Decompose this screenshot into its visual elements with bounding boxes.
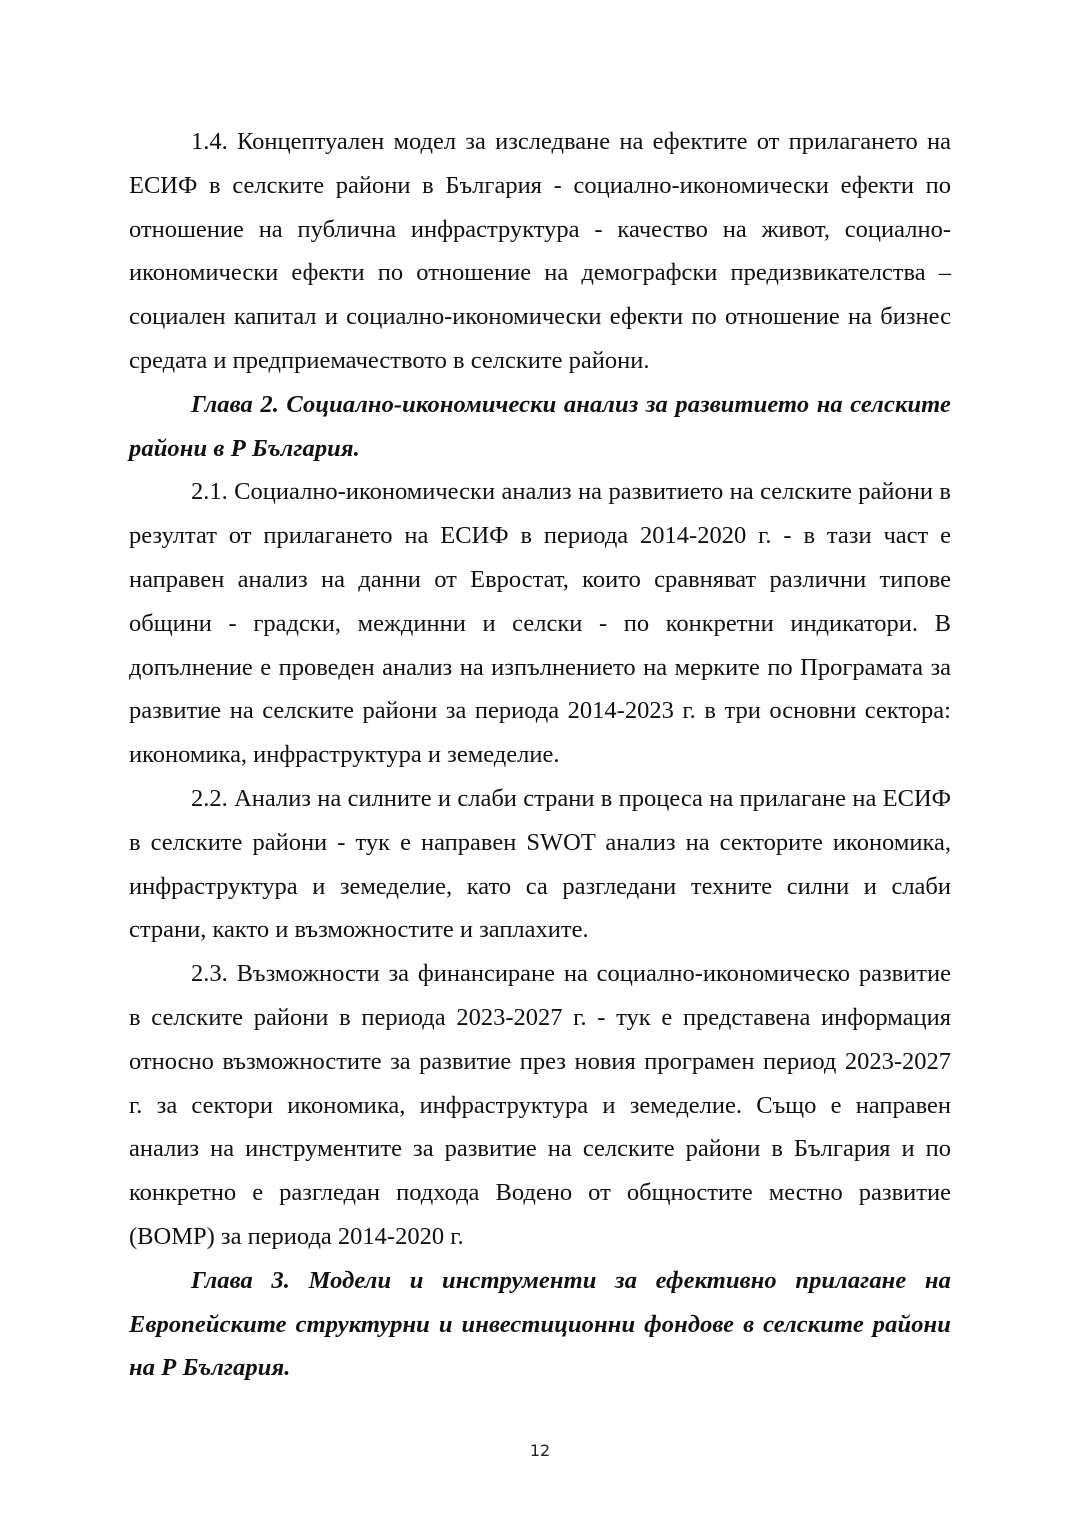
page-body <box>129 120 951 1390</box>
paragraph-section-2-3: 2.3. Възможности за финансиране на социално-икономическо развитие в селските райони в периода 2023-2027 г. - тук е представена информация относно възможностите за развитие през новия програмен период 2023-2027 г. за сектори икономика, инфраструктура и земеделие. Също е направен анализ на инструментите за развитие на селските райони в България и по конкретно е разгледан подхода Водено от общностите местно развитие (ВОМР) за периода 2014-2020 г. <box>129 960 951 1250</box>
paragraph-section-2-2: 2.2. Анализ на силните и слаби страни в процеса на прилагане на ЕСИФ в селските райони - тук е направен SWOT анализ на секторите икономика, инфраструктура и земеделие, като са разгледани техните силни и слаби страни, както и възможностите и заплахите. <box>129 784 951 944</box>
chapter-3-heading: Глава 3. Модели и инструменти за ефективно прилагане на Европейските структурни и инвестиционни фондове в селските райони на Р България. <box>129 1266 951 1382</box>
page-number: 12 <box>529 1441 551 1460</box>
paragraph-section-1-4: 1.4. Концептуален модел за изследване на ефектите от прилагането на ЕСИФ в селските райони в България - социално-икономически ефекти по отношение на публична инфраструктура - качество на живот, социално-икономически ефекти по отношение на демографски предизвикателства – социален капитал и социално-икономически ефекти по отношение на бизнес средата и предприемачеството в селските райони. <box>129 128 951 374</box>
chapter-2-heading: Глава 2. Социално-икономически анализ за развитието на селските райони в Р България. <box>129 390 951 462</box>
paragraph-section-2-1: 2.1. Социално-икономически анализ на развитието на селските райони в резултат от прилагането на ЕСИФ в периода 2014-2020 г. - в тази част е направен анализ на данни от Евростат, които сравняват различни типове общини - градски, междинни и селски - по конкретни индикатори. В допълнение е проведен анализ на изпълнението на мерките по Програмата за развитие на селските райони за периода 2014-2023 г. в три основни сектора: икономика, инфраструктура и земеделие. <box>129 478 951 769</box>
